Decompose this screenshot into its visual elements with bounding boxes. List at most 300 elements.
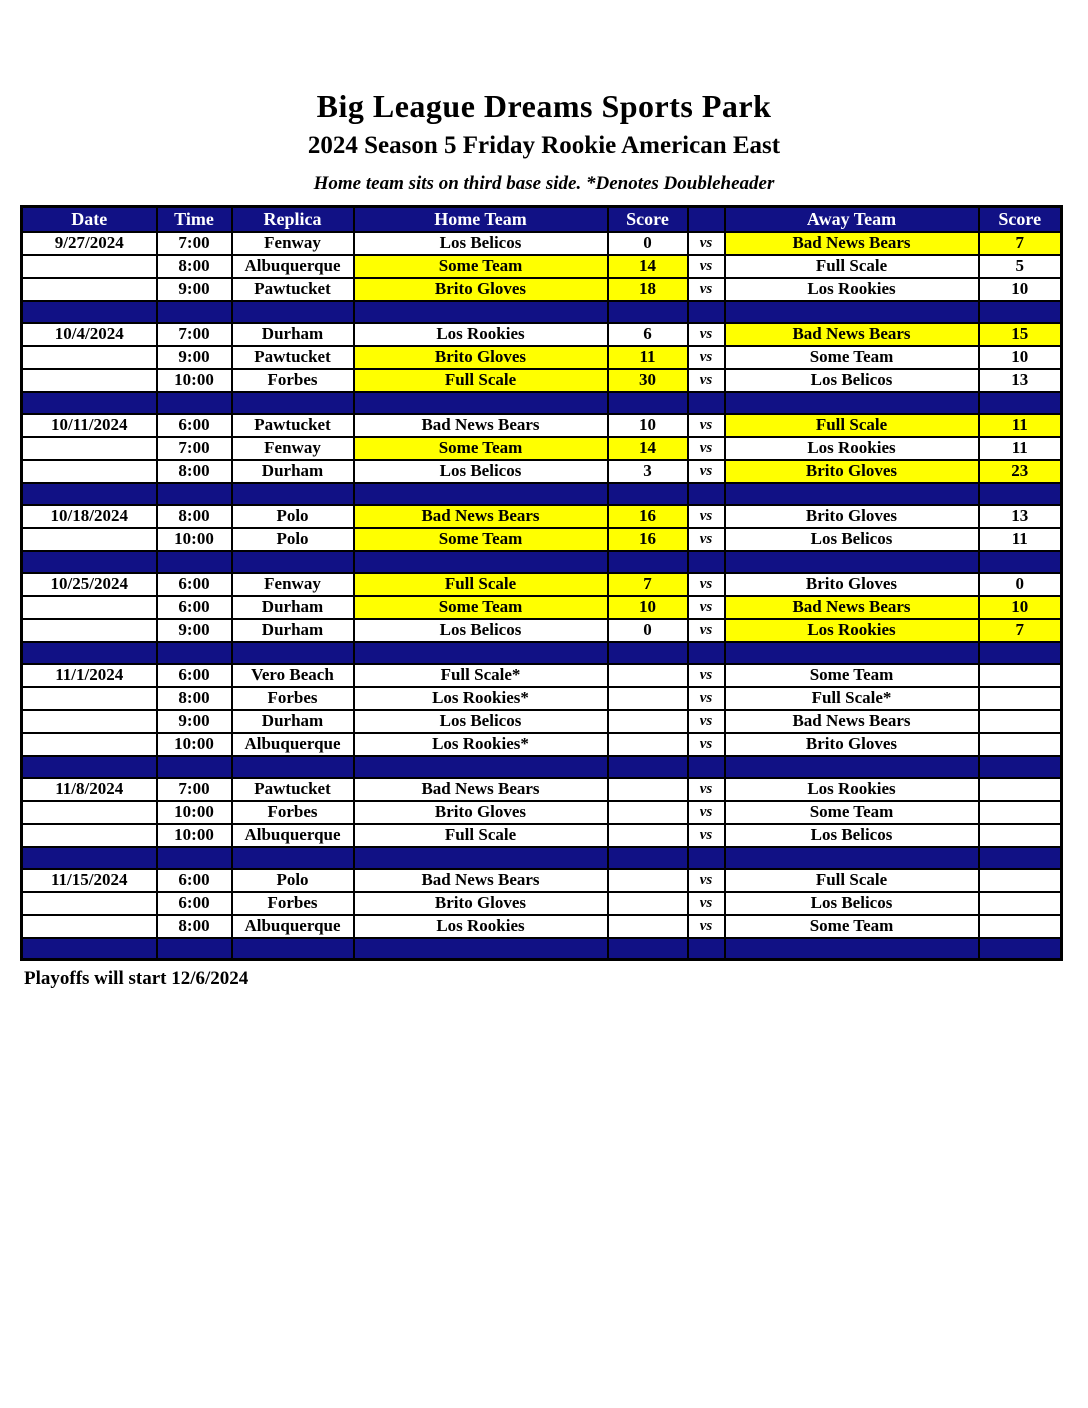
header-cell-replica: Replica [232, 207, 354, 232]
home-team-cell: Brito Gloves [354, 346, 608, 369]
vs-cell: vs [688, 346, 725, 369]
home-team-cell: Full Scale* [354, 664, 608, 687]
replica-cell: Pawtucket [232, 414, 354, 437]
game-row [22, 505, 1062, 528]
separator-cell [979, 301, 1062, 323]
vs-cell: vs [688, 528, 725, 551]
date-cell [22, 278, 157, 301]
date-cell: 9/27/2024 [22, 232, 157, 255]
separator-cell [22, 756, 157, 778]
separator-cell [157, 938, 232, 960]
date-cell [22, 255, 157, 278]
separator-cell [232, 938, 354, 960]
away-score-cell: 10 [979, 278, 1062, 301]
separator-cell [232, 483, 354, 505]
separator-cell [979, 551, 1062, 573]
away-team-cell: Bad News Bears [725, 710, 979, 733]
away-team-cell: Bad News Bears [725, 232, 979, 255]
separator-cell [979, 938, 1062, 960]
time-cell: 10:00 [157, 801, 232, 824]
away-score-cell [979, 687, 1062, 710]
separator-cell [232, 301, 354, 323]
date-cell: 10/4/2024 [22, 323, 157, 346]
replica-cell: Fenway [232, 573, 354, 596]
date-cell: 10/18/2024 [22, 505, 157, 528]
separator-row [22, 938, 1062, 960]
away-team-cell: Some Team [725, 664, 979, 687]
vs-cell: vs [688, 505, 725, 528]
separator-cell [157, 301, 232, 323]
schedule-table-body [22, 232, 1062, 960]
header-cell-away-score: Score [979, 207, 1062, 232]
separator-row [22, 756, 1062, 778]
separator-cell [157, 756, 232, 778]
game-row [22, 414, 1062, 437]
vs-cell: vs [688, 892, 725, 915]
separator-cell [688, 392, 725, 414]
date-cell [22, 596, 157, 619]
home-score-cell: 11 [608, 346, 688, 369]
home-score-cell [608, 664, 688, 687]
separator-row [22, 392, 1062, 414]
separator-cell [688, 301, 725, 323]
replica-cell: Forbes [232, 369, 354, 392]
separator-cell [157, 392, 232, 414]
away-score-cell [979, 733, 1062, 756]
home-team-cell: Some Team [354, 255, 608, 278]
away-team-cell: Los Belicos [725, 892, 979, 915]
separator-cell [725, 301, 979, 323]
separator-row [22, 301, 1062, 323]
away-team-cell: Full Scale [725, 255, 979, 278]
separator-cell [22, 301, 157, 323]
separator-cell [232, 551, 354, 573]
home-score-cell: 0 [608, 232, 688, 255]
separator-cell [725, 642, 979, 664]
away-team-cell: Los Belicos [725, 824, 979, 847]
date-cell [22, 824, 157, 847]
away-score-cell: 23 [979, 460, 1062, 483]
separator-cell [354, 642, 608, 664]
separator-cell [157, 483, 232, 505]
separator-cell [232, 847, 354, 869]
time-cell: 8:00 [157, 460, 232, 483]
home-score-cell: 7 [608, 573, 688, 596]
separator-cell [725, 756, 979, 778]
replica-cell: Vero Beach [232, 664, 354, 687]
away-team-cell: Brito Gloves [725, 460, 979, 483]
replica-cell: Pawtucket [232, 346, 354, 369]
home-team-cell: Los Belicos [354, 232, 608, 255]
home-score-cell: 10 [608, 414, 688, 437]
vs-cell: vs [688, 710, 725, 733]
time-cell: 9:00 [157, 346, 232, 369]
time-cell: 9:00 [157, 619, 232, 642]
home-score-cell: 18 [608, 278, 688, 301]
separator-cell [354, 392, 608, 414]
time-cell: 7:00 [157, 778, 232, 801]
away-score-cell [979, 664, 1062, 687]
separator-cell [979, 483, 1062, 505]
replica-cell: Fenway [232, 232, 354, 255]
separator-cell [354, 756, 608, 778]
vs-cell: vs [688, 573, 725, 596]
date-cell [22, 801, 157, 824]
home-score-cell [608, 892, 688, 915]
away-score-cell [979, 824, 1062, 847]
page-title: Big League Dreams Sports Park [316, 88, 772, 124]
replica-cell: Albuquerque [232, 824, 354, 847]
game-row [22, 824, 1062, 847]
home-team-cell: Los Rookies [354, 323, 608, 346]
date-cell [22, 437, 157, 460]
away-score-cell: 5 [979, 255, 1062, 278]
away-team-cell: Los Rookies [725, 437, 979, 460]
replica-cell: Durham [232, 596, 354, 619]
away-team-cell: Bad News Bears [725, 596, 979, 619]
vs-cell: vs [688, 437, 725, 460]
separator-row [22, 483, 1062, 505]
home-score-cell: 10 [608, 596, 688, 619]
home-score-cell: 16 [608, 505, 688, 528]
page-subtitle: 2024 Season 5 Friday Rookie American East [307, 132, 781, 159]
separator-cell [232, 642, 354, 664]
away-team-cell: Los Rookies [725, 278, 979, 301]
vs-cell: vs [688, 619, 725, 642]
replica-cell: Durham [232, 619, 354, 642]
home-team-cell: Some Team [354, 596, 608, 619]
replica-cell: Albuquerque [232, 255, 354, 278]
home-team-cell: Brito Gloves [354, 278, 608, 301]
game-row [22, 255, 1062, 278]
separator-cell [232, 392, 354, 414]
separator-cell [157, 847, 232, 869]
away-team-cell: Brito Gloves [725, 505, 979, 528]
away-score-cell: 13 [979, 505, 1062, 528]
separator-cell [725, 847, 979, 869]
replica-cell: Durham [232, 323, 354, 346]
game-row [22, 664, 1062, 687]
vs-cell: vs [688, 232, 725, 255]
game-row [22, 778, 1062, 801]
game-row [22, 710, 1062, 733]
vs-cell: vs [688, 596, 725, 619]
game-row [22, 460, 1062, 483]
date-cell [22, 892, 157, 915]
vs-cell: vs [688, 687, 725, 710]
date-cell [22, 915, 157, 938]
game-row [22, 528, 1062, 551]
vs-cell: vs [688, 733, 725, 756]
game-row [22, 346, 1062, 369]
separator-cell [354, 551, 608, 573]
game-row [22, 869, 1062, 892]
away-score-cell: 10 [979, 596, 1062, 619]
home-team-cell: Los Rookies* [354, 687, 608, 710]
header-cell-home-score: Score [608, 207, 688, 232]
time-cell: 7:00 [157, 437, 232, 460]
header-cell-away-team: Away Team [725, 207, 979, 232]
away-team-cell: Full Scale* [725, 687, 979, 710]
home-team-cell: Brito Gloves [354, 892, 608, 915]
separator-cell [688, 551, 725, 573]
home-score-cell [608, 869, 688, 892]
away-score-cell [979, 801, 1062, 824]
separator-cell [979, 756, 1062, 778]
separator-cell [608, 483, 688, 505]
home-team-cell: Los Belicos [354, 619, 608, 642]
home-team-cell: Full Scale [354, 369, 608, 392]
separator-cell [608, 551, 688, 573]
replica-cell: Forbes [232, 892, 354, 915]
time-cell: 10:00 [157, 824, 232, 847]
away-team-cell: Brito Gloves [725, 733, 979, 756]
game-row [22, 892, 1062, 915]
away-team-cell: Full Scale [725, 414, 979, 437]
replica-cell: Albuquerque [232, 915, 354, 938]
date-cell: 11/8/2024 [22, 778, 157, 801]
vs-cell: vs [688, 369, 725, 392]
time-cell: 8:00 [157, 255, 232, 278]
separator-cell [157, 551, 232, 573]
time-cell: 10:00 [157, 369, 232, 392]
home-score-cell: 30 [608, 369, 688, 392]
home-team-cell: Bad News Bears [354, 778, 608, 801]
home-score-cell: 14 [608, 437, 688, 460]
separator-cell [725, 551, 979, 573]
home-score-cell [608, 801, 688, 824]
separator-row [22, 551, 1062, 573]
time-cell: 8:00 [157, 915, 232, 938]
header-cell-time: Time [157, 207, 232, 232]
separator-row [22, 642, 1062, 664]
date-cell [22, 733, 157, 756]
game-row [22, 437, 1062, 460]
home-team-cell: Full Scale [354, 824, 608, 847]
separator-cell [688, 847, 725, 869]
home-team-cell: Brito Gloves [354, 801, 608, 824]
home-team-cell: Los Rookies* [354, 733, 608, 756]
separator-cell [688, 938, 725, 960]
date-cell: 10/11/2024 [22, 414, 157, 437]
date-cell [22, 687, 157, 710]
replica-cell: Polo [232, 869, 354, 892]
separator-cell [725, 392, 979, 414]
home-score-cell [608, 687, 688, 710]
separator-cell [354, 938, 608, 960]
home-team-cell: Some Team [354, 437, 608, 460]
time-cell: 6:00 [157, 573, 232, 596]
schedule-table [20, 205, 1063, 961]
playoffs-note: Playoffs will start 12/6/2024 [24, 968, 249, 989]
separator-cell [608, 847, 688, 869]
separator-cell [22, 392, 157, 414]
away-score-cell [979, 710, 1062, 733]
game-row [22, 596, 1062, 619]
separator-cell [608, 392, 688, 414]
time-cell: 6:00 [157, 664, 232, 687]
header-cell-vs [688, 207, 725, 232]
separator-cell [608, 642, 688, 664]
away-team-cell: Los Rookies [725, 778, 979, 801]
away-score-cell: 11 [979, 414, 1062, 437]
away-team-cell: Some Team [725, 915, 979, 938]
time-cell: 6:00 [157, 414, 232, 437]
vs-cell: vs [688, 824, 725, 847]
game-row [22, 801, 1062, 824]
game-row [22, 619, 1062, 642]
separator-cell [979, 847, 1062, 869]
away-score-cell: 13 [979, 369, 1062, 392]
date-cell: 10/25/2024 [22, 573, 157, 596]
vs-cell: vs [688, 801, 725, 824]
home-score-cell [608, 733, 688, 756]
away-score-cell [979, 915, 1062, 938]
replica-cell: Albuquerque [232, 733, 354, 756]
game-row [22, 278, 1062, 301]
vs-cell: vs [688, 414, 725, 437]
vs-cell: vs [688, 915, 725, 938]
game-row [22, 323, 1062, 346]
vs-cell: vs [688, 460, 725, 483]
separator-cell [979, 642, 1062, 664]
away-score-cell [979, 869, 1062, 892]
separator-cell [22, 847, 157, 869]
separator-cell [725, 938, 979, 960]
separator-cell [608, 938, 688, 960]
separator-cell [232, 756, 354, 778]
vs-cell: vs [688, 869, 725, 892]
home-team-cell: Full Scale [354, 573, 608, 596]
separator-cell [354, 483, 608, 505]
time-cell: 6:00 [157, 892, 232, 915]
game-row [22, 232, 1062, 255]
home-score-cell: 0 [608, 619, 688, 642]
date-cell [22, 460, 157, 483]
away-team-cell: Los Belicos [725, 369, 979, 392]
away-team-cell: Bad News Bears [725, 323, 979, 346]
home-team-cell: Bad News Bears [354, 414, 608, 437]
away-team-cell: Full Scale [725, 869, 979, 892]
game-row [22, 369, 1062, 392]
away-score-cell: 11 [979, 437, 1062, 460]
away-score-cell: 0 [979, 573, 1062, 596]
away-score-cell: 10 [979, 346, 1062, 369]
time-cell: 7:00 [157, 232, 232, 255]
replica-cell: Fenway [232, 437, 354, 460]
home-score-cell: 16 [608, 528, 688, 551]
home-score-cell: 14 [608, 255, 688, 278]
away-team-cell: Los Rookies [725, 619, 979, 642]
replica-cell: Pawtucket [232, 778, 354, 801]
away-team-cell: Some Team [725, 801, 979, 824]
header-cell-home-team: Home Team [354, 207, 608, 232]
separator-cell [688, 642, 725, 664]
date-cell [22, 346, 157, 369]
date-cell: 11/15/2024 [22, 869, 157, 892]
replica-cell: Polo [232, 528, 354, 551]
home-team-cell: Some Team [354, 528, 608, 551]
home-team-cell: Los Belicos [354, 710, 608, 733]
home-score-cell [608, 915, 688, 938]
home-score-cell: 3 [608, 460, 688, 483]
replica-cell: Forbes [232, 801, 354, 824]
separator-cell [354, 301, 608, 323]
replica-cell: Polo [232, 505, 354, 528]
replica-cell: Durham [232, 460, 354, 483]
separator-cell [22, 642, 157, 664]
away-score-cell: 11 [979, 528, 1062, 551]
home-score-cell [608, 824, 688, 847]
away-score-cell [979, 778, 1062, 801]
separator-cell [22, 551, 157, 573]
replica-cell: Forbes [232, 687, 354, 710]
date-cell [22, 528, 157, 551]
away-score-cell [979, 892, 1062, 915]
away-team-cell: Los Belicos [725, 528, 979, 551]
home-team-cell: Bad News Bears [354, 505, 608, 528]
time-cell: 10:00 [157, 733, 232, 756]
game-row [22, 915, 1062, 938]
separator-row [22, 847, 1062, 869]
date-cell [22, 710, 157, 733]
header-cell-date: Date [22, 207, 157, 232]
separator-cell [22, 938, 157, 960]
separator-cell [725, 483, 979, 505]
separator-cell [608, 756, 688, 778]
home-score-cell: 6 [608, 323, 688, 346]
game-row [22, 687, 1062, 710]
game-row [22, 733, 1062, 756]
page-header [0, 0, 1088, 195]
away-score-cell: 7 [979, 232, 1062, 255]
separator-cell [979, 392, 1062, 414]
time-cell: 7:00 [157, 323, 232, 346]
home-team-cell: Los Rookies [354, 915, 608, 938]
vs-cell: vs [688, 323, 725, 346]
date-cell [22, 619, 157, 642]
vs-cell: vs [688, 255, 725, 278]
time-cell: 8:00 [157, 505, 232, 528]
away-score-cell: 15 [979, 323, 1062, 346]
header-row [22, 207, 1062, 232]
home-score-cell [608, 778, 688, 801]
time-cell: 8:00 [157, 687, 232, 710]
game-row [22, 573, 1062, 596]
time-cell: 9:00 [157, 278, 232, 301]
schedule-table-head [22, 207, 1062, 232]
separator-cell [608, 301, 688, 323]
separator-cell [157, 642, 232, 664]
away-team-cell: Brito Gloves [725, 573, 979, 596]
date-cell: 11/1/2024 [22, 664, 157, 687]
date-cell [22, 369, 157, 392]
time-cell: 9:00 [157, 710, 232, 733]
vs-cell: vs [688, 278, 725, 301]
replica-cell: Pawtucket [232, 278, 354, 301]
home-score-cell [608, 710, 688, 733]
time-cell: 10:00 [157, 528, 232, 551]
page-note: Home team sits on third base side. *Denotes Doubleheader [313, 173, 775, 194]
vs-cell: vs [688, 778, 725, 801]
separator-cell [22, 483, 157, 505]
away-team-cell: Some Team [725, 346, 979, 369]
replica-cell: Durham [232, 710, 354, 733]
home-team-cell: Los Belicos [354, 460, 608, 483]
home-team-cell: Bad News Bears [354, 869, 608, 892]
separator-cell [688, 483, 725, 505]
separator-cell [354, 847, 608, 869]
